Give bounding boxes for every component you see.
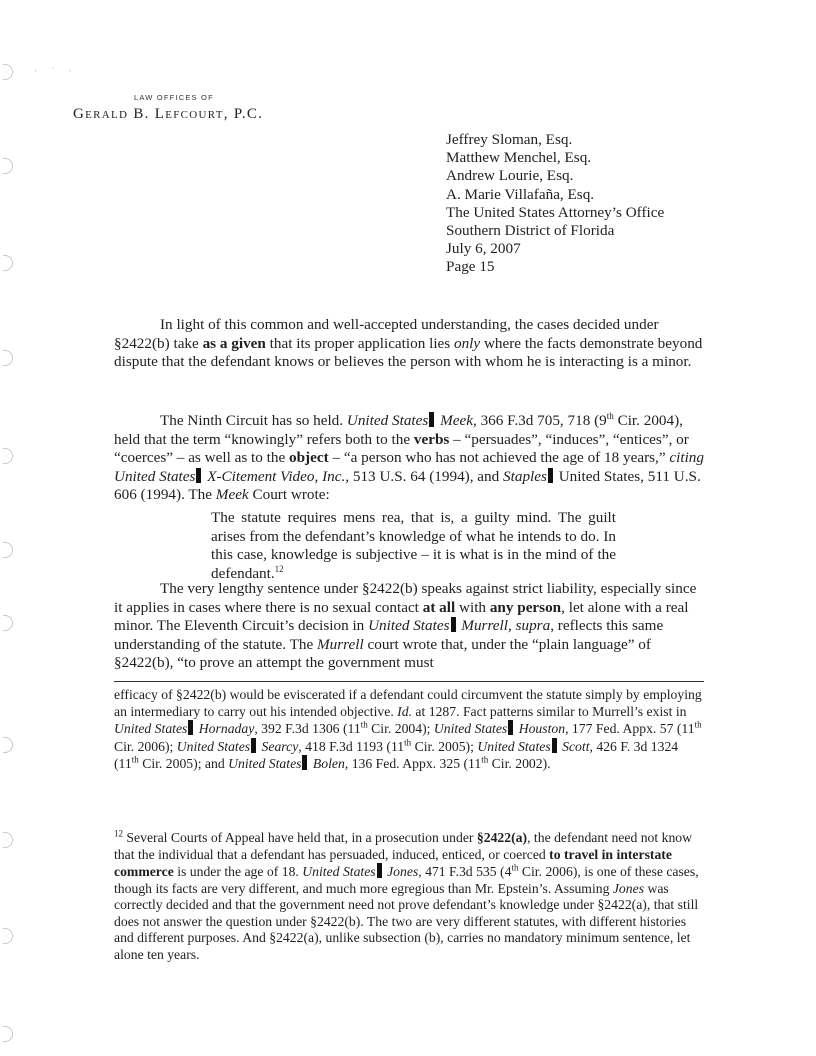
case-name: Meek, bbox=[436, 412, 477, 429]
redaction-mark bbox=[548, 468, 553, 483]
punch-hole-mark bbox=[3, 1026, 13, 1042]
footnote-number: 12 bbox=[114, 828, 123, 839]
text-run: Cir. 2006); bbox=[114, 738, 177, 754]
text-run: Cir. 2005); and bbox=[138, 756, 229, 771]
case-name: Houston bbox=[518, 721, 566, 736]
text-run: , 392 F.3d 1306 (11 bbox=[254, 721, 361, 736]
text-run: , 471 F.3d 535 (4 bbox=[418, 864, 512, 879]
text-run: where the facts demonstrate beyond dispute that the defendant knows or believes the person with whom he is interacting is a minor. bbox=[114, 334, 703, 371]
text-run: at 1287. Fact patterns similar to Murrell’s exist in bbox=[412, 703, 687, 719]
text-run: was correctly decided and that the government need not prove defendant’s knowledge under §2422(a), that still does not answer the question under §2422(b). The two are very different statutes, with different histories and different purposes. And §2422(a), unlike subsection (b), carries no mandatory minimum sentence, let alone ten years. bbox=[114, 880, 699, 962]
block-quote bbox=[211, 509, 616, 583]
recipient-address-block bbox=[446, 131, 664, 277]
letter-date: July 6, 2007 bbox=[446, 240, 521, 258]
case-name: X-Citement Video, Inc. bbox=[203, 467, 346, 485]
punch-hole-mark bbox=[3, 615, 13, 631]
text-run: 366 F.3d 705, 718 (9 bbox=[476, 412, 607, 429]
bold-text: as a given bbox=[202, 334, 266, 352]
text-run: – “persuades”, “induces”, “entices”, or “coerces” – as well as to the bbox=[114, 430, 689, 467]
punch-hole-mark bbox=[3, 448, 13, 464]
address-line: Jeffrey Sloman, Esq. bbox=[446, 131, 573, 148]
case-name: United States bbox=[433, 721, 508, 736]
text-run: that its proper application lies bbox=[265, 334, 454, 352]
punch-hole-mark bbox=[3, 158, 13, 174]
address-line: The United States Attorney’s Office bbox=[446, 203, 665, 221]
case-name: United States bbox=[368, 617, 450, 635]
text-run: with bbox=[455, 598, 490, 616]
case-name: Meek bbox=[215, 486, 249, 504]
redaction-mark bbox=[508, 720, 513, 735]
italic-text: Id. bbox=[397, 703, 412, 719]
redaction-mark bbox=[451, 617, 456, 632]
case-name: Hornaday bbox=[195, 721, 255, 736]
case-name: Murrell, supra bbox=[461, 617, 551, 635]
case-name: United States bbox=[228, 756, 302, 771]
case-name: United States bbox=[114, 721, 188, 736]
text-run: , 136 Fed. Appx. 325 (11 bbox=[344, 756, 482, 771]
text-run: Cir. 2004), held that the term “knowingly” refers both to the bbox=[114, 412, 683, 448]
ordinal-suffix: th bbox=[694, 719, 702, 730]
footnote-reference: 12 bbox=[274, 563, 284, 574]
case-name: Searcy bbox=[258, 738, 299, 754]
letterhead-law-offices: LAW OFFICES OF bbox=[134, 93, 214, 102]
address-line: Matthew Menchel, Esq. bbox=[446, 149, 592, 167]
page-number: Page 15 bbox=[446, 258, 495, 276]
punch-hole-mark bbox=[3, 64, 13, 80]
case-name: Bolen bbox=[309, 756, 345, 771]
bold-text: object bbox=[289, 449, 329, 467]
text-run: The Ninth Circuit has so held. bbox=[160, 412, 347, 429]
text-run: court wrote that, under the “plain language” of §2422(b), “to prove an attempt the government must bbox=[114, 635, 651, 672]
text-run: is under the age of 18. bbox=[173, 864, 303, 879]
body-paragraph-1 bbox=[114, 316, 704, 372]
ordinal-suffix: th bbox=[131, 754, 139, 765]
text-run: Several Courts of Appeal have held that, in a prosecution under bbox=[123, 830, 477, 845]
ordinal-suffix: th bbox=[606, 410, 614, 421]
text-run: , 426 F. 3d 1324 (11 bbox=[114, 738, 679, 771]
text-run: In light of this common and well-accepted understanding, the cases decided under §2422(b) take bbox=[114, 316, 659, 352]
text-run: , 513 U.S. 64 (1994), and bbox=[345, 467, 504, 485]
text-run: , 177 Fed. Appx. 57 (11 bbox=[565, 721, 695, 736]
footnote-continuation bbox=[114, 687, 704, 773]
punch-hole-mark bbox=[3, 255, 13, 271]
quote-text: The statute requires mens rea, that is, a guilty mind. The guilt arises from the defendant’s knowledge of what he intends to do. In this case, knowledge is subjective – it is what is in the mind of the defendant. bbox=[211, 509, 616, 582]
italic-text: only bbox=[453, 334, 481, 352]
case-name: Murrell bbox=[317, 635, 364, 653]
bold-text: at all bbox=[422, 598, 456, 616]
ordinal-suffix: th bbox=[481, 754, 489, 765]
case-name: Staples bbox=[503, 467, 547, 485]
case-name: Jones bbox=[383, 864, 419, 879]
text-run: The very lengthy sentence under §2422(b) speaks against strict liability, especially since it applies in cases where there is no sexual contact bbox=[114, 580, 697, 616]
text-run: , let alone with a real minor. The Eleventh Circuit’s decision in bbox=[114, 598, 689, 635]
footnote-divider bbox=[114, 681, 704, 682]
case-name: Scott bbox=[558, 738, 590, 754]
bold-text: any person bbox=[489, 598, 562, 616]
redaction-mark bbox=[302, 755, 307, 770]
text-run: Cir. 2006), is one of these cases, though its facts are very different, and much more egregious than Mr. Epstein’s. Assuming bbox=[114, 864, 699, 896]
redaction-mark bbox=[552, 738, 557, 753]
scan-specks: · ˙ · bbox=[34, 66, 78, 76]
text-run: Cir. 2002). bbox=[488, 756, 551, 771]
case-name: United States bbox=[176, 738, 251, 754]
ordinal-suffix: th bbox=[360, 719, 368, 730]
case-name: United States bbox=[302, 864, 376, 879]
redaction-mark bbox=[196, 468, 201, 483]
text-run: , reflects this same understanding of the statute. The bbox=[114, 617, 664, 653]
text-run: Cir. 2005); bbox=[411, 738, 478, 754]
redaction-mark bbox=[251, 738, 256, 753]
punch-hole-mark bbox=[3, 832, 13, 848]
bold-text: §2422(a) bbox=[476, 830, 528, 845]
case-name: United States bbox=[346, 412, 429, 429]
punch-hole-mark bbox=[3, 928, 13, 944]
text-run: Cir. 2004); bbox=[367, 721, 434, 736]
letterhead-firm-name: Gerald B. Lefcourt, P.C. bbox=[73, 106, 264, 122]
ordinal-suffix: th bbox=[511, 862, 519, 873]
text-run: , 418 F.3d 1193 (11 bbox=[298, 738, 405, 754]
punch-hole-mark bbox=[3, 542, 13, 558]
case-name: Jones bbox=[612, 880, 645, 896]
body-paragraph-2 bbox=[114, 412, 704, 505]
bold-text: verbs bbox=[413, 430, 450, 448]
text-run: Court wrote: bbox=[248, 486, 330, 504]
footnote-12 bbox=[114, 830, 704, 963]
redaction-mark bbox=[188, 720, 193, 735]
text-run: United States, 511 U.S. 606 (1994). The bbox=[114, 467, 701, 504]
text-run: , the defendant need not know that the individual that a defendant has persuaded, induced, enticed, or coerced bbox=[114, 830, 693, 862]
ordinal-suffix: th bbox=[404, 736, 412, 747]
text-run: – “a person who has not achieved the age of 18 years,” bbox=[328, 449, 670, 467]
redaction-mark bbox=[377, 863, 382, 878]
text-run: efficacy of §2422(b) would be eviscerated if a defendant could circumvent the statute simply by employing an intermediary to carry out his intended objective. bbox=[114, 687, 702, 719]
address-line: A. Marie Villafaña, Esq. bbox=[446, 185, 595, 203]
body-paragraph-3 bbox=[114, 580, 704, 673]
punch-hole-mark bbox=[3, 737, 13, 753]
address-line: Andrew Lourie, Esq. bbox=[446, 167, 574, 185]
redaction-mark bbox=[429, 412, 434, 427]
punch-hole-mark bbox=[3, 350, 13, 366]
address-line: Southern District of Florida bbox=[446, 222, 615, 240]
case-name: citing United States bbox=[114, 449, 704, 485]
case-name: United States bbox=[477, 738, 551, 754]
bold-text: to travel in interstate commerce bbox=[114, 846, 672, 879]
